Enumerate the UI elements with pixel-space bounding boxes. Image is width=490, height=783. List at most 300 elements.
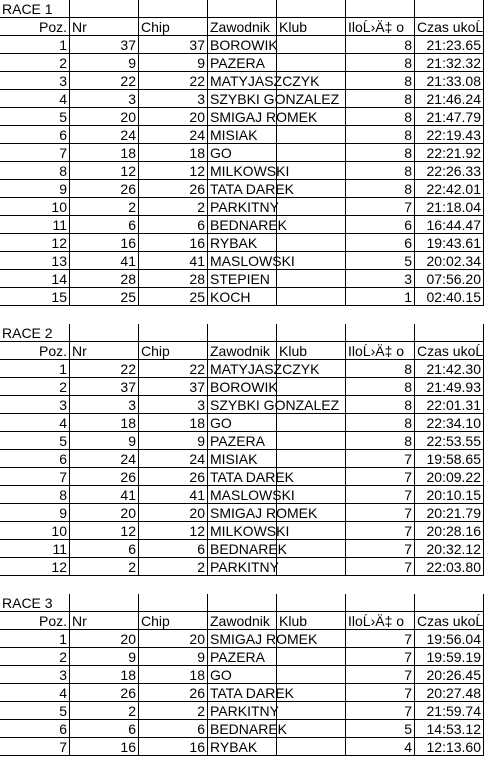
header-row <box>0 612 484 630</box>
competitor-cell <box>208 126 277 144</box>
laps-cell-text: 7 <box>404 631 412 647</box>
table-row <box>0 720 484 738</box>
time-cell-text: 21:59.74 <box>426 703 481 719</box>
club-cell <box>277 126 346 144</box>
competitor-cell-text: BEDNAREK <box>210 721 288 737</box>
time-cell <box>415 504 484 522</box>
laps-cell-text: 7 <box>404 505 412 521</box>
number-cell <box>70 252 139 270</box>
number-cell <box>70 216 139 234</box>
position-cell <box>0 126 70 144</box>
competitor-cell <box>208 648 277 666</box>
chip-cell <box>139 558 208 576</box>
competitor-cell-text: TATA DAREK <box>210 685 295 701</box>
position-cell-text: 5 <box>59 703 67 719</box>
time-cell-text: 22:34.10 <box>426 415 481 431</box>
club-cell <box>277 378 346 396</box>
competitor-cell <box>208 252 295 270</box>
chip-cell-text: 18 <box>189 415 205 431</box>
club-cell <box>277 270 346 288</box>
column-header-number <box>70 612 139 630</box>
time-cell <box>415 72 484 90</box>
position-cell <box>0 522 70 540</box>
position-cell <box>0 738 70 756</box>
number-cell <box>70 414 139 432</box>
table-row <box>0 468 484 486</box>
table-row <box>0 36 484 54</box>
title-row-cell <box>415 0 484 18</box>
competitor-cell <box>208 702 277 720</box>
column-header-laps-text: IloĹ›Ä‡ o <box>348 343 405 359</box>
number-cell <box>70 72 139 90</box>
table-row <box>0 540 484 558</box>
number-cell-text: 6 <box>128 217 136 233</box>
time-cell-text: 20:10.15 <box>426 487 481 503</box>
number-cell <box>70 360 139 378</box>
column-header-time-text: Czas ukoĹ <box>417 19 484 35</box>
time-cell-text: 14:53.12 <box>426 721 481 737</box>
time-cell-text: 21:46.24 <box>426 91 481 107</box>
laps-cell-text: 8 <box>404 73 412 89</box>
competitor-cell-text: RYBAK <box>210 235 258 251</box>
club-cell <box>277 432 346 450</box>
laps-cell-text: 8 <box>404 433 412 449</box>
laps-cell-text: 8 <box>404 415 412 431</box>
column-header-position <box>0 342 70 360</box>
competitor-cell-text: RYBAK <box>210 739 258 755</box>
laps-cell-text: 8 <box>404 145 412 161</box>
number-cell-text: 26 <box>120 181 136 197</box>
time-cell <box>415 396 484 414</box>
laps-cell <box>346 486 415 504</box>
time-cell <box>415 198 484 216</box>
position-cell-text: 8 <box>59 163 67 179</box>
title-row-cell <box>415 594 484 612</box>
time-cell <box>415 360 484 378</box>
competitor-cell <box>208 432 277 450</box>
time-cell <box>415 630 484 648</box>
laps-cell-text: 6 <box>404 235 412 251</box>
position-cell-text: 1 <box>59 631 67 647</box>
time-cell-text: 22:26.33 <box>426 163 481 179</box>
chip-cell-text: 6 <box>197 721 205 737</box>
chip-cell <box>139 252 208 270</box>
position-cell-text: 11 <box>52 541 67 557</box>
competitor-cell <box>208 36 277 54</box>
position-cell <box>0 666 70 684</box>
position-cell-text: 3 <box>59 397 67 413</box>
column-header-laps-text: IloĹ›Ä‡ o <box>348 613 405 629</box>
number-cell-text: 37 <box>120 379 136 395</box>
chip-cell-text: 20 <box>189 109 205 125</box>
competitor-cell <box>208 558 277 576</box>
title-row-cell <box>346 594 415 612</box>
number-cell-text: 2 <box>128 559 136 575</box>
position-cell <box>0 378 70 396</box>
number-cell-text: 18 <box>120 667 136 683</box>
competitor-cell-text: SMIGAJ ROMEK <box>210 505 318 521</box>
chip-cell-text: 26 <box>189 685 205 701</box>
chip-cell-text: 2 <box>197 199 205 215</box>
chip-cell <box>139 360 208 378</box>
number-cell <box>70 450 139 468</box>
competitor-cell-text: PARKITNY <box>210 703 279 719</box>
chip-cell <box>139 162 208 180</box>
competitor-cell-text: MASLOWSKI <box>210 253 295 269</box>
number-cell <box>70 288 139 306</box>
number-cell <box>70 378 139 396</box>
title-row-cell <box>208 0 277 18</box>
table-row <box>0 144 484 162</box>
competitor-cell <box>208 162 290 180</box>
laps-cell-text: 6 <box>404 217 412 233</box>
table-row <box>0 234 484 252</box>
number-cell <box>70 90 139 108</box>
time-cell <box>415 738 484 756</box>
time-cell <box>415 144 484 162</box>
competitor-cell <box>208 144 277 162</box>
table-row <box>0 360 484 378</box>
competitor-cell-text: GO <box>210 415 232 431</box>
column-header-time <box>415 342 484 360</box>
competitor-cell <box>208 198 277 216</box>
number-cell-text: 9 <box>128 433 136 449</box>
table-row <box>0 108 484 126</box>
chip-cell <box>139 144 208 162</box>
table-row <box>0 522 484 540</box>
laps-cell <box>346 270 415 288</box>
position-cell-text: 4 <box>59 685 67 701</box>
chip-cell-text: 22 <box>189 73 205 89</box>
laps-cell <box>346 702 415 720</box>
chip-cell-text: 2 <box>197 559 205 575</box>
time-cell <box>415 648 484 666</box>
position-cell-text: 1 <box>59 361 67 377</box>
chip-cell <box>139 270 208 288</box>
chip-cell <box>139 684 208 702</box>
competitor-cell <box>208 450 277 468</box>
number-cell-text: 18 <box>120 145 136 161</box>
laps-cell <box>346 144 415 162</box>
time-cell-text: 20:21.79 <box>426 505 481 521</box>
position-cell <box>0 558 70 576</box>
column-header-chip <box>139 612 208 630</box>
chip-cell <box>139 180 208 198</box>
competitor-cell-text: PARKITNY <box>210 199 279 215</box>
column-header-chip-text: Chip <box>141 19 170 35</box>
table-row <box>0 432 484 450</box>
table-row <box>0 450 484 468</box>
club-cell <box>277 414 346 432</box>
chip-cell-text: 16 <box>189 235 205 251</box>
competitor-cell-text: MISIAK <box>210 127 258 143</box>
title-row-cell <box>139 0 208 18</box>
column-header-competitor <box>208 612 277 630</box>
time-cell-text: 21:18.04 <box>426 199 481 215</box>
position-cell <box>0 360 70 378</box>
time-cell <box>415 720 484 738</box>
position-cell-text: 5 <box>59 109 67 125</box>
competitor-cell-text: MATYJASZCZYK <box>210 361 320 377</box>
position-cell-text: 6 <box>59 451 67 467</box>
column-header-chip <box>139 342 208 360</box>
club-cell <box>277 144 346 162</box>
number-cell <box>70 486 139 504</box>
number-cell-text: 24 <box>120 451 136 467</box>
number-cell-text: 18 <box>120 415 136 431</box>
laps-cell-text: 7 <box>404 667 412 683</box>
chip-cell-text: 6 <box>197 541 205 557</box>
position-cell-text: 7 <box>59 469 67 485</box>
position-cell <box>0 720 70 738</box>
chip-cell-text: 22 <box>189 361 205 377</box>
table-row <box>0 198 484 216</box>
number-cell <box>70 468 139 486</box>
time-cell <box>415 414 484 432</box>
time-cell <box>415 216 484 234</box>
time-cell <box>415 684 484 702</box>
laps-cell <box>346 522 415 540</box>
competitor-cell-text: SMIGAJ ROMEK <box>210 109 318 125</box>
table-row <box>0 162 484 180</box>
time-cell <box>415 90 484 108</box>
club-cell <box>277 216 346 234</box>
chip-cell <box>139 666 208 684</box>
number-cell-text: 20 <box>120 109 136 125</box>
number-cell-text: 16 <box>120 235 136 251</box>
competitor-cell <box>208 288 277 306</box>
position-cell <box>0 108 70 126</box>
number-cell <box>70 270 139 288</box>
chip-cell-text: 28 <box>189 271 205 287</box>
chip-cell-text: 9 <box>197 433 205 449</box>
column-header-laps <box>346 18 415 36</box>
competitor-cell <box>208 486 295 504</box>
competitor-cell-text: SMIGAJ ROMEK <box>210 631 318 647</box>
laps-cell <box>346 360 415 378</box>
table-row <box>0 702 484 720</box>
column-header-time <box>415 18 484 36</box>
time-cell <box>415 252 484 270</box>
time-cell <box>415 432 484 450</box>
competitor-cell-text: KOCH <box>210 289 251 305</box>
column-header-competitor <box>208 18 277 36</box>
number-cell-text: 22 <box>120 361 136 377</box>
position-cell-text: 7 <box>59 145 67 161</box>
position-cell-text: 15 <box>51 289 67 305</box>
number-cell-text: 12 <box>120 163 136 179</box>
number-cell-text: 9 <box>128 55 136 71</box>
club-cell <box>277 198 346 216</box>
club-cell <box>277 54 346 72</box>
laps-cell-text: 7 <box>404 685 412 701</box>
chip-cell <box>139 288 208 306</box>
time-cell-text: 02:40.15 <box>426 289 481 305</box>
competitor-cell-text: STEPIEN <box>210 271 270 287</box>
competitor-cell <box>208 270 277 288</box>
number-cell-text: 6 <box>128 721 136 737</box>
laps-cell-text: 5 <box>404 253 412 269</box>
competitor-cell-text: GO <box>210 667 232 683</box>
position-cell <box>0 180 70 198</box>
chip-cell <box>139 414 208 432</box>
number-cell-text: 26 <box>120 469 136 485</box>
time-cell <box>415 108 484 126</box>
time-cell <box>415 180 484 198</box>
chip-cell <box>139 720 208 738</box>
laps-cell-text: 8 <box>404 37 412 53</box>
number-cell <box>70 738 139 756</box>
number-cell-text: 37 <box>120 37 136 53</box>
column-header-club-text: Klub <box>279 613 308 629</box>
laps-cell-text: 8 <box>404 379 412 395</box>
competitor-cell-text: SZYBKI GONZALEZ <box>210 91 340 107</box>
laps-cell-text: 8 <box>404 109 412 125</box>
table-row <box>0 558 484 576</box>
laps-cell-text: 7 <box>404 487 412 503</box>
competitor-cell <box>208 720 288 738</box>
table-row <box>0 396 484 414</box>
chip-cell-text: 20 <box>189 631 205 647</box>
position-cell <box>0 414 70 432</box>
time-cell-text: 22:42.01 <box>426 181 481 197</box>
position-cell <box>0 270 70 288</box>
laps-cell <box>346 180 415 198</box>
competitor-cell-text: BOROWIK <box>210 37 278 53</box>
column-header-number <box>70 342 139 360</box>
laps-cell <box>346 396 415 414</box>
position-cell <box>0 702 70 720</box>
time-cell-text: 12:13.60 <box>426 739 481 755</box>
time-cell-text: 22:21.92 <box>426 145 481 161</box>
position-cell-text: 12 <box>51 559 67 575</box>
laps-cell <box>346 432 415 450</box>
time-cell-text: 20:26.45 <box>426 667 481 683</box>
laps-cell <box>346 540 415 558</box>
number-cell-text: 24 <box>120 127 136 143</box>
column-header-chip <box>139 18 208 36</box>
column-header-competitor-text: Zawodnik <box>210 19 270 35</box>
laps-cell <box>346 630 415 648</box>
club-cell <box>277 288 346 306</box>
competitor-cell-text: TATA DAREK <box>210 469 295 485</box>
competitor-cell <box>208 468 295 486</box>
position-cell-text: 9 <box>59 181 67 197</box>
position-cell-text: 8 <box>59 487 67 503</box>
chip-cell-text: 25 <box>189 289 205 305</box>
header-row <box>0 342 484 360</box>
laps-cell <box>346 72 415 90</box>
time-cell-text: 19:56.04 <box>426 631 481 647</box>
chip-cell <box>139 198 208 216</box>
competitor-cell <box>208 396 340 414</box>
club-cell <box>277 738 346 756</box>
column-header-position <box>0 612 70 630</box>
table-row <box>0 54 484 72</box>
laps-cell-text: 7 <box>404 649 412 665</box>
chip-cell-text: 20 <box>189 505 205 521</box>
chip-cell-text: 41 <box>189 253 205 269</box>
number-cell <box>70 396 139 414</box>
column-header-number-text: Nr <box>72 343 87 359</box>
time-cell <box>415 54 484 72</box>
position-cell-text: 6 <box>59 127 67 143</box>
column-header-position-text: Poz. <box>38 343 67 359</box>
time-cell <box>415 288 484 306</box>
competitor-cell <box>208 360 320 378</box>
number-cell <box>70 432 139 450</box>
chip-cell-text: 24 <box>189 451 205 467</box>
competitor-cell <box>208 522 290 540</box>
competitor-cell <box>208 666 277 684</box>
competitor-cell-text: SZYBKI GONZALEZ <box>210 397 340 413</box>
table-row <box>0 666 484 684</box>
competitor-cell-text: MASLOWSKI <box>210 487 295 503</box>
competitor-cell <box>208 414 277 432</box>
laps-cell <box>346 468 415 486</box>
time-cell <box>415 126 484 144</box>
number-cell <box>70 144 139 162</box>
number-cell <box>70 702 139 720</box>
number-cell <box>70 504 139 522</box>
column-header-number <box>70 18 139 36</box>
laps-cell <box>346 288 415 306</box>
chip-cell <box>139 738 208 756</box>
time-cell <box>415 450 484 468</box>
competitor-cell-text: PAZERA <box>210 433 265 449</box>
column-header-laps <box>346 612 415 630</box>
column-header-laps-text: IloĹ›Ä‡ o <box>348 19 405 35</box>
number-cell-text: 41 <box>120 253 136 269</box>
laps-cell <box>346 504 415 522</box>
column-header-position-text: Poz. <box>38 19 67 35</box>
competitor-cell-text: BOROWIK <box>210 379 278 395</box>
laps-cell <box>346 378 415 396</box>
position-cell <box>0 90 70 108</box>
position-cell-text: 12 <box>51 235 67 251</box>
position-cell-text: 2 <box>59 379 67 395</box>
time-cell-text: 20:28.16 <box>426 523 481 539</box>
position-cell <box>0 288 70 306</box>
laps-cell-text: 5 <box>404 721 412 737</box>
laps-cell-text: 7 <box>404 541 412 557</box>
time-cell-text: 21:23.65 <box>426 37 481 53</box>
club-cell <box>277 702 346 720</box>
time-cell-text: 21:33.08 <box>426 73 481 89</box>
chip-cell <box>139 396 208 414</box>
chip-cell <box>139 54 208 72</box>
position-cell <box>0 72 70 90</box>
time-cell <box>415 36 484 54</box>
time-cell <box>415 162 484 180</box>
number-cell <box>70 180 139 198</box>
laps-cell <box>346 36 415 54</box>
position-cell-text: 4 <box>59 415 67 431</box>
title-row-cell <box>415 324 484 342</box>
chip-cell-text: 41 <box>189 487 205 503</box>
time-cell <box>415 270 484 288</box>
club-cell <box>277 450 346 468</box>
laps-cell <box>346 558 415 576</box>
chip-cell-text: 9 <box>197 649 205 665</box>
chip-cell-text: 3 <box>197 397 205 413</box>
chip-cell <box>139 72 208 90</box>
position-cell-text: 1 <box>59 37 67 53</box>
column-header-competitor-text: Zawodnik <box>210 613 270 629</box>
title-row-cell <box>70 0 139 18</box>
time-cell <box>415 666 484 684</box>
laps-cell-text: 8 <box>404 127 412 143</box>
